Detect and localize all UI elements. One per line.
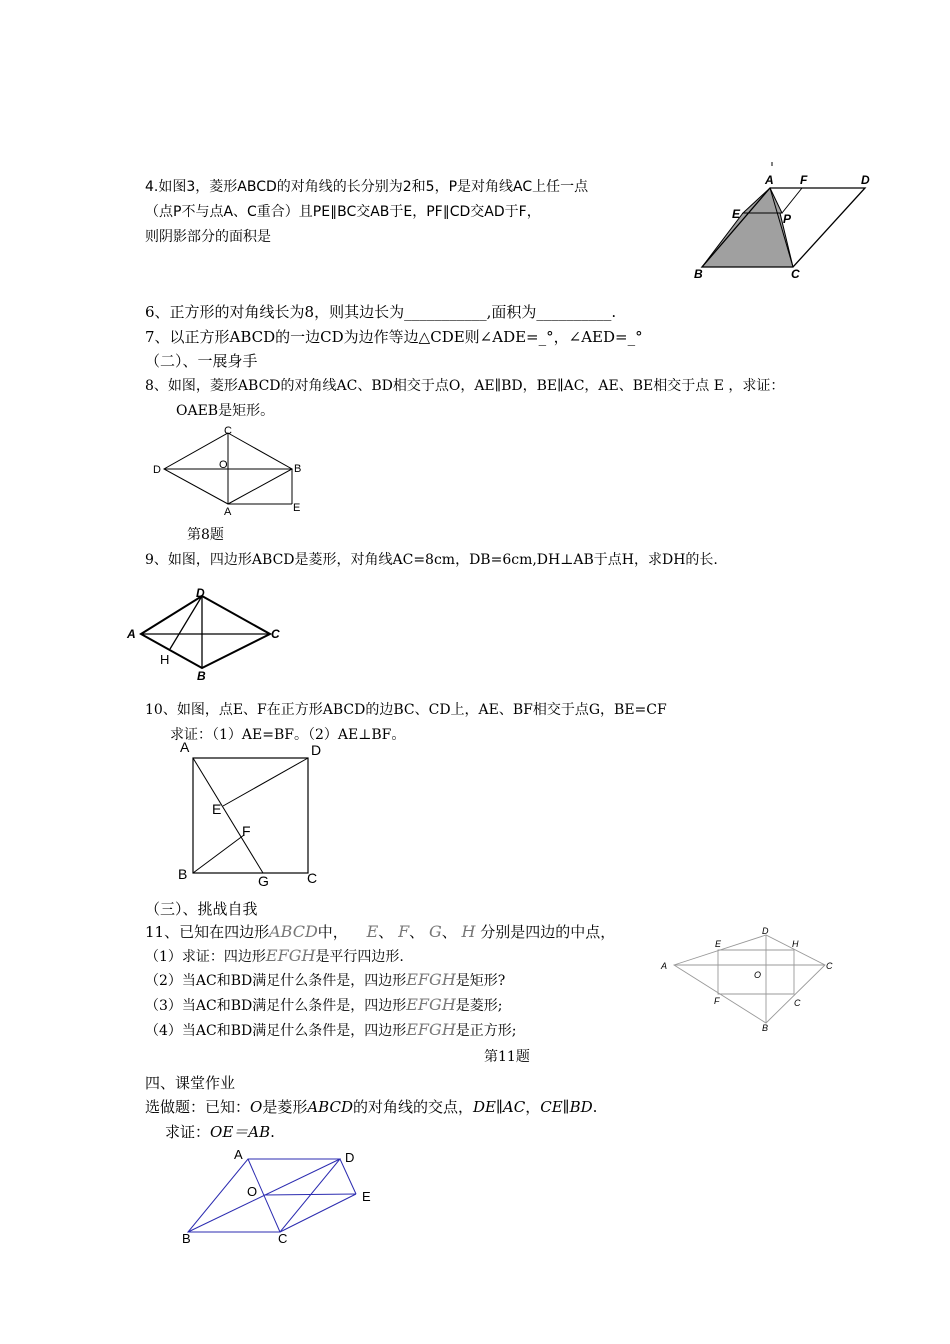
q4-label-f: F — [800, 173, 808, 187]
q11-p2-b: 是矩形? — [455, 973, 506, 989]
hw-abcd: ABCD — [307, 1098, 353, 1116]
q11-label-h: H — [792, 939, 799, 949]
q10-label-g: G — [258, 873, 269, 889]
q11-quadrilateral — [674, 935, 825, 1023]
q4-label-a: A — [765, 173, 774, 187]
hw-diagonal-bd — [188, 1159, 340, 1232]
q11-efgh-4: EFGH — [406, 1020, 456, 1039]
section3-title: （三）、挑战自我 — [145, 900, 258, 918]
q9-label-d: D — [196, 586, 205, 600]
q10-line1: 10、如图，点E、F在正方形ABCD的边BC、CD上，AE、BF相交于点G，BE=CF — [145, 702, 667, 718]
q8-label-a: A — [224, 506, 232, 518]
q4-label-e: E — [732, 207, 741, 221]
q10-figure — [172, 738, 332, 888]
q6-text: 6、正方形的对角线长为8，则其边长为___________,面积为__________. — [145, 303, 617, 321]
q11-label-o: O — [754, 970, 762, 980]
q10-line2: 求证：（1）AE=BF。（2）AE⊥BF。 — [170, 727, 406, 743]
q10-square — [193, 758, 308, 873]
q9-figure — [125, 583, 295, 683]
q11-efgh-2: EFGH — [406, 970, 456, 989]
q11-line1-b: 中， — [317, 923, 348, 941]
hw-dot: . — [592, 1098, 598, 1116]
hw-c: 的对角线的交点， — [352, 1098, 473, 1116]
q9-label-c: C — [271, 627, 280, 641]
q8-label-b: B — [294, 463, 302, 475]
q11-label-c: C — [826, 961, 833, 971]
q9-label-a: A — [127, 627, 136, 641]
q8-line2: OAEB是矩形。 — [176, 403, 275, 419]
q4-segment-pf — [782, 188, 802, 213]
hw-p-eq: OE＝AB — [210, 1123, 271, 1141]
q11-h: H — [461, 922, 476, 941]
q10-label-e: E — [212, 801, 222, 817]
q8-label-d: D — [153, 464, 161, 476]
q4-line1: 4.如图3，菱形ABCD的对角线的长分别为2和5，P是对角线AC上任一点 — [145, 179, 589, 195]
q11-label-e: E — [715, 939, 722, 949]
q11-e: E — [366, 922, 379, 941]
q4-line2: （点P不与点A、C重合）且PE∥BC交AB于E，PF∥CD交AD于F， — [145, 204, 541, 220]
q11-abcd: ABCD — [269, 922, 318, 941]
q11-sep1: 、 — [378, 923, 394, 941]
q11-sep2: 、 — [409, 923, 425, 941]
q10-segment-de — [223, 758, 308, 806]
q10-label-c: C — [307, 870, 318, 886]
section2-title: （二）、一展身手 — [145, 352, 258, 370]
q11-sep3: 、 — [441, 923, 457, 941]
q11-label-c2: C — [794, 998, 801, 1008]
q4-label-p: P — [783, 212, 792, 226]
q4-figure — [690, 160, 890, 280]
hw-p-dot: . — [270, 1123, 275, 1141]
q11-figure — [658, 925, 848, 1035]
q4-label-c: C — [791, 267, 800, 281]
hw-label-e: E — [362, 1189, 371, 1204]
q11-p3 — [145, 995, 502, 1016]
q10-label-d: D — [311, 742, 322, 758]
q8-caption: 第8题 — [187, 527, 224, 543]
q10-segment-ag — [193, 758, 263, 873]
hw-ce-bd: CE∥BD — [540, 1098, 593, 1116]
hw-segment-ce — [280, 1194, 356, 1232]
q8-label-o: O — [219, 459, 228, 471]
hw-label-o: O — [247, 1184, 258, 1199]
q7-text: 7、以正方形ABCD的一边CD为边作等边△CDE则∠ADE=_°，∠AED=_° — [145, 328, 643, 346]
q8-figure — [150, 422, 320, 522]
q4-line3: 则阴影部分的面积是 — [145, 229, 271, 245]
q8-label-c: C — [224, 425, 232, 437]
q11-label-a: A — [661, 961, 668, 971]
q9-label-b: B — [197, 669, 206, 683]
q11-line1-c: 分别是四边的中点， — [480, 923, 616, 941]
hw-figure — [178, 1145, 378, 1245]
hw-label-d: D — [345, 1150, 355, 1165]
q10-label-a: A — [180, 739, 190, 755]
hw-label-a: A — [234, 1147, 243, 1162]
q8-line1: 8、如图，菱形ABCD的对角线AC、BD相交于点O，AE∥BD，BE∥AC，AE、BE相交于点 E ，求证： — [145, 378, 785, 394]
q11-p2-a: （2）当AC和BD满足什么条件是，四边形 — [145, 973, 407, 989]
hw-comma: ， — [525, 1098, 541, 1116]
q11-line1-a: 11、已知在四边形 — [145, 923, 270, 941]
q11-label-b: B — [762, 1023, 769, 1033]
q11-g: G — [428, 922, 442, 941]
q11-label-f: F — [714, 996, 720, 1006]
q11-p2 — [145, 970, 505, 991]
q11-line1 — [145, 922, 615, 942]
q11-p1 — [145, 946, 404, 967]
q9-text: 9、如图，四边形ABCD是菱形，对角线AC=8cm，DB=6cm,DH⊥AB于点H，求DH的长. — [145, 552, 718, 568]
q11-caption: 第11题 — [484, 1049, 530, 1065]
q10-label-f: F — [242, 823, 251, 839]
q11-p4-a: （4）当AC和BD满足什么条件是，四边形 — [145, 1023, 407, 1039]
q9-label-h: H — [160, 652, 170, 667]
hw-segment-oe — [264, 1194, 356, 1195]
q11-p4 — [145, 1020, 516, 1041]
q11-label-d: D — [762, 926, 769, 936]
q11-p1-a: （1）求证：四边形 — [145, 949, 266, 965]
hw-de-ac: DE∥AC — [473, 1098, 526, 1116]
section4-title: 四、课堂作业 — [145, 1074, 236, 1092]
q11-p1-b: 是平行四边形. — [315, 949, 404, 965]
q10-segment-bf — [193, 835, 244, 873]
q4-label-b: B — [694, 267, 703, 281]
hw-label-c: C — [278, 1231, 288, 1246]
q8-label-e: E — [293, 502, 301, 514]
q10-label-b: B — [178, 866, 188, 882]
hw-b: 是菱形 — [262, 1098, 308, 1116]
hw-o: O — [250, 1098, 263, 1116]
hw-line1 — [145, 1097, 597, 1117]
q11-p3-a: （3）当AC和BD满足什么条件是，四边形 — [145, 998, 407, 1014]
q11-efgh-3: EFGH — [406, 995, 456, 1014]
hw-a: 选做题：已知： — [145, 1098, 251, 1116]
q4-label-d: D — [861, 173, 870, 187]
q9-segment-dh — [170, 596, 202, 649]
hw-label-b: B — [182, 1231, 191, 1246]
hw-p-a: 求证： — [165, 1123, 211, 1141]
hw-line2 — [165, 1122, 275, 1142]
q11-p4-b: 是正方形; — [455, 1023, 517, 1039]
q11-efgh-1: EFGH — [265, 946, 316, 965]
q11-f: F — [398, 922, 410, 941]
q11-p3-b: 是菱形; — [455, 998, 503, 1014]
